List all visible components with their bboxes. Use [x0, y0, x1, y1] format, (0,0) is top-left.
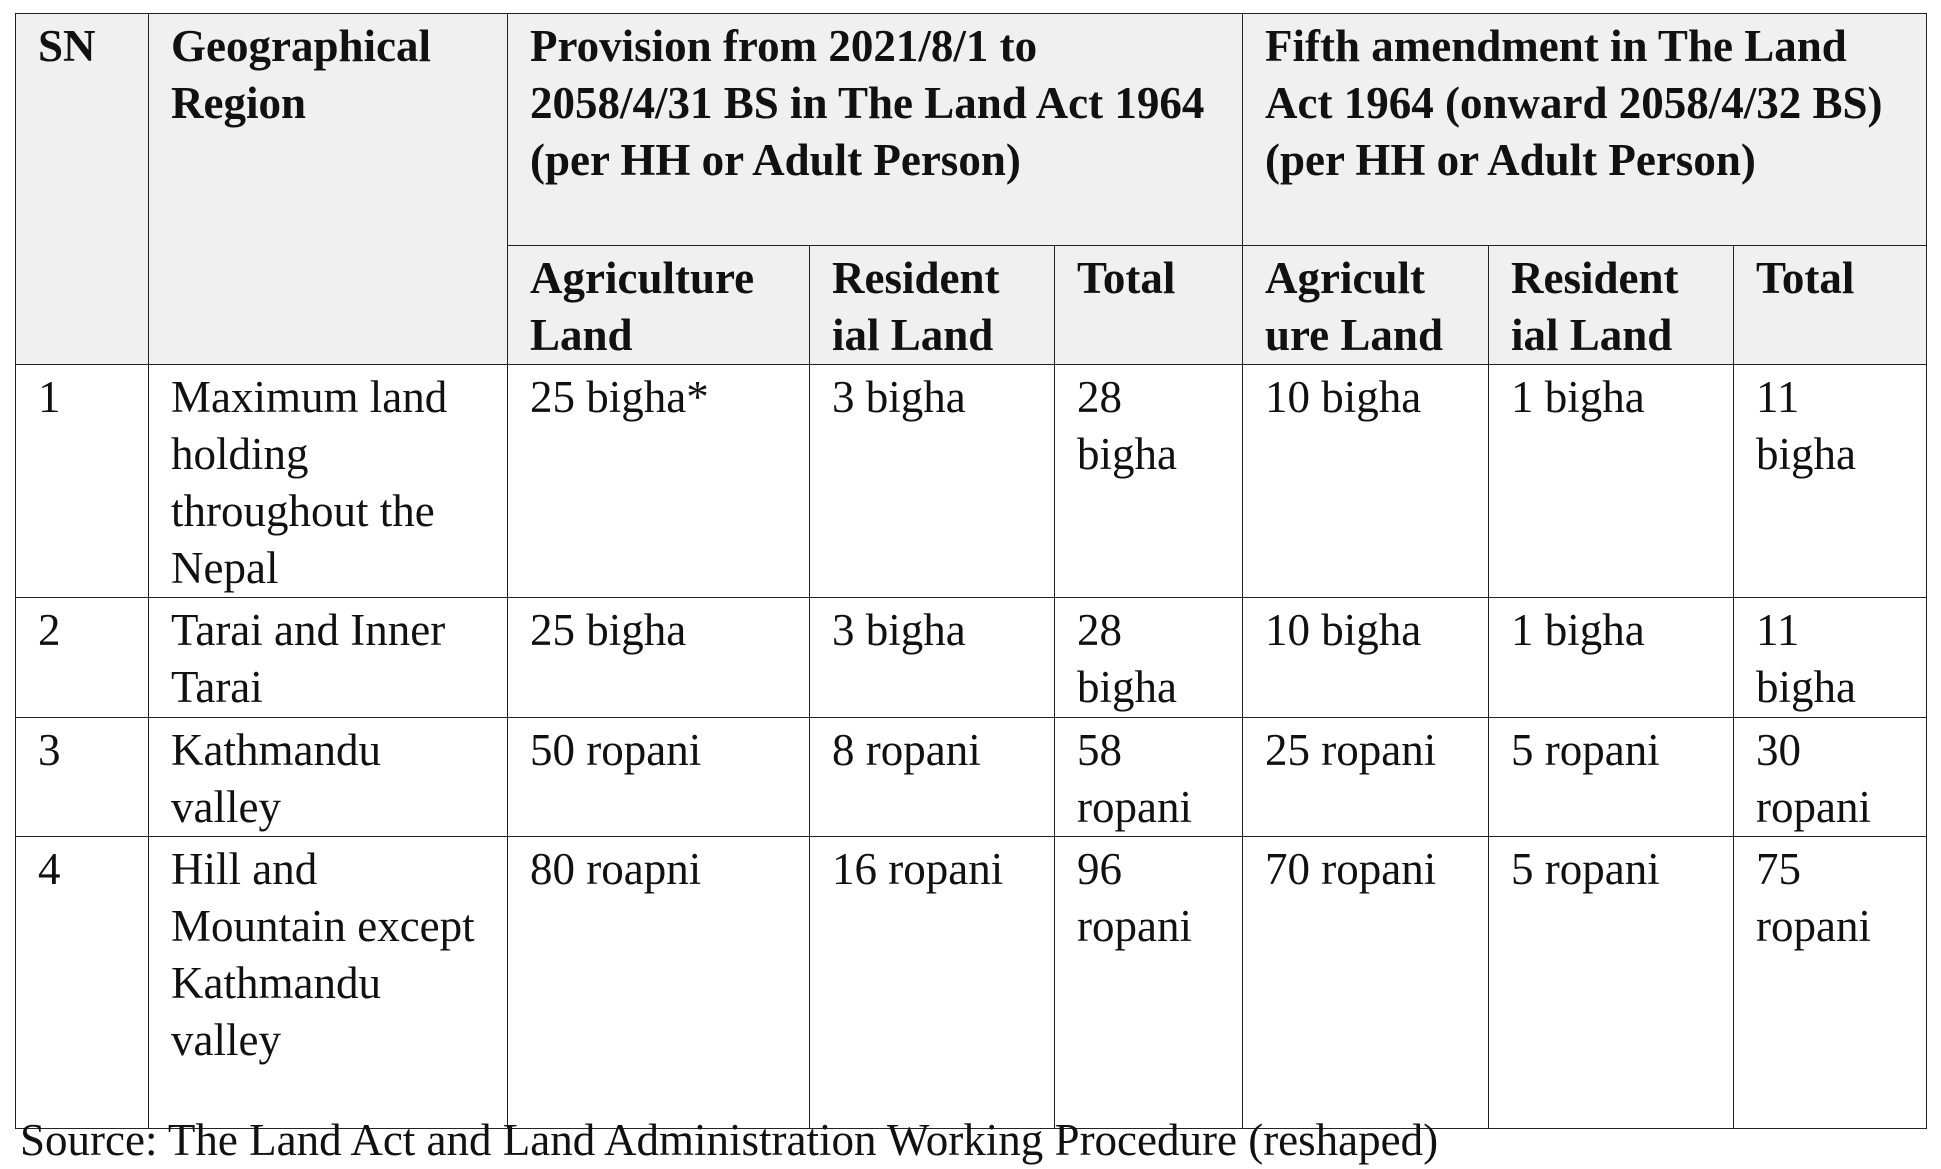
cell-old-agriculture: 25 bigha*	[508, 365, 810, 598]
header-sn: SN	[16, 14, 149, 365]
cell-new-residential: 1 bigha	[1489, 598, 1734, 718]
table-body	[16, 365, 1927, 1129]
cell-old-agriculture: 50 ropani	[508, 718, 810, 837]
cell-new-total: 11 bigha	[1734, 365, 1927, 598]
cell-old-residential: 8 ropani	[810, 718, 1055, 837]
cell-new-residential: 5 ropani	[1489, 718, 1734, 837]
header-old-agriculture-land: Agriculture Land	[508, 246, 810, 365]
cell-region: Tarai and Inner Tarai	[149, 598, 508, 718]
header-new-agriculture-land: Agricult ure Land	[1243, 246, 1489, 365]
header-group-old-title: Provision from 2021/8/1 to 2058/4/31 BS in The Land Act 1964	[530, 21, 1205, 128]
cell-sn: 4	[16, 837, 149, 1129]
cell-old-total: 28 bigha	[1055, 365, 1243, 598]
table-row	[16, 837, 1927, 1129]
header-group-fifth-amendment	[1243, 14, 1927, 246]
cell-new-residential: 1 bigha	[1489, 365, 1734, 598]
cell-sn: 3	[16, 718, 149, 837]
header-old-total: Total	[1055, 246, 1243, 365]
cell-region: Hill and Mountain except Kathmandu valley	[149, 837, 508, 1129]
table-row	[16, 718, 1927, 837]
header-group-old-unit: (per HH or Adult Person)	[530, 135, 1021, 185]
cell-old-residential: 3 bigha	[810, 365, 1055, 598]
cell-new-total: 30 ropani	[1734, 718, 1927, 837]
header-group-new-unit: (per HH or Adult Person)	[1265, 135, 1756, 185]
cell-new-agriculture: 10 bigha	[1243, 598, 1489, 718]
cell-region: Kathmandu valley	[149, 718, 508, 837]
cell-sn: 2	[16, 598, 149, 718]
table-row	[16, 598, 1927, 718]
table-header	[16, 14, 1927, 365]
cell-new-total: 75 ropani	[1734, 837, 1927, 1129]
header-row-main	[16, 14, 1927, 246]
table-row	[16, 365, 1927, 598]
cell-old-agriculture: 80 roapni	[508, 837, 810, 1129]
cell-new-residential: 5 ropani	[1489, 837, 1734, 1129]
cell-old-total: 28 bigha	[1055, 598, 1243, 718]
cell-new-agriculture: 25 ropani	[1243, 718, 1489, 837]
header-group-new-title: Fifth amendment in The Land Act 1964 (onward 2058/4/32 BS)	[1265, 21, 1883, 128]
cell-old-total: 58 ropani	[1055, 718, 1243, 837]
cell-old-residential: 3 bigha	[810, 598, 1055, 718]
header-region: Geographical Region	[149, 14, 508, 365]
header-new-residential-land: Resident ial Land	[1489, 246, 1734, 365]
cell-old-agriculture: 25 bigha	[508, 598, 810, 718]
cell-sn: 1	[16, 365, 149, 598]
cell-new-total: 11 bigha	[1734, 598, 1927, 718]
cell-old-residential: 16 ropani	[810, 837, 1055, 1129]
cell-new-agriculture: 10 bigha	[1243, 365, 1489, 598]
header-old-residential-land: Resident ial Land	[810, 246, 1055, 365]
land-ceiling-table	[15, 13, 1927, 1129]
source-note: Source: The Land Act and Land Administration Working Procedure (reshaped)	[20, 1115, 1439, 1165]
cell-region: Maximum land holding throughout the Nepal	[149, 365, 508, 598]
header-group-old-provision	[508, 14, 1243, 246]
header-new-total: Total	[1734, 246, 1927, 365]
cell-new-agriculture: 70 ropani	[1243, 837, 1489, 1129]
cell-old-total: 96 ropani	[1055, 837, 1243, 1129]
